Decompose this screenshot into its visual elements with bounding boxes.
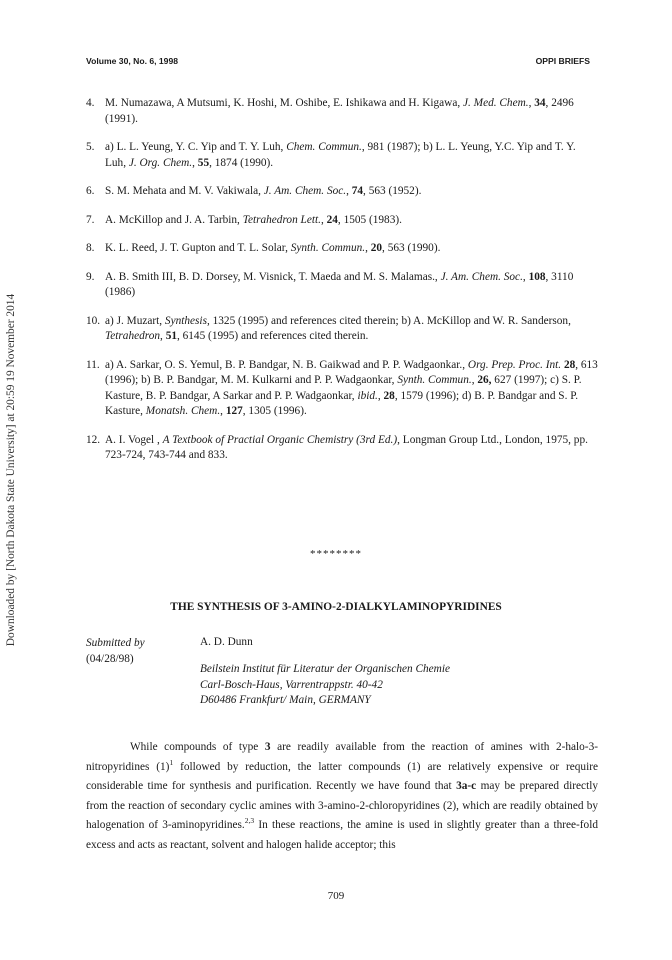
body-segment: 3a-c — [456, 780, 477, 793]
reference-item — [86, 96, 598, 127]
references.1.parts-segment: , — [192, 156, 198, 169]
references.3.parts-segment: , 1505 (1983). — [337, 213, 402, 226]
references.2.parts-segment: 74 — [351, 185, 364, 197]
reference-text — [105, 97, 574, 125]
references.7.parts-segment: Synth. Commun. — [397, 374, 472, 386]
reference-text — [105, 271, 573, 299]
references.2.parts-segment: J. Am. Chem. Soc. — [263, 185, 347, 197]
references.6.parts-segment: Synthesis, — [164, 314, 210, 327]
references.7.parts-segment: 28 — [383, 389, 395, 402]
references.3.parts-segment: A. McKillop and J. A. Tarbin, — [105, 213, 243, 226]
section-separator: ******** — [310, 548, 362, 560]
article-body — [86, 738, 598, 856]
reference-item — [86, 213, 598, 229]
reference-text — [105, 315, 571, 343]
reference-text — [105, 214, 402, 226]
references.7.parts-segment: ibid. — [357, 389, 378, 402]
references.3.parts-segment: Tetrahedron Lett. — [242, 213, 321, 226]
references.7.parts-segment: , — [377, 389, 384, 402]
references.3.parts-segment: 24 — [326, 213, 338, 226]
references.8.parts-segment: , Longman Group Ltd., London, 1975, pp. 723-724, 743-744 and 833. — [105, 433, 588, 461]
reference-item — [86, 241, 598, 257]
references.0.parts-segment: 34 — [534, 97, 546, 109]
references.7.parts-segment: 28 — [563, 358, 576, 371]
references.2.parts-segment: , 563 (1952). — [363, 185, 422, 197]
journal-section: OPPI BRIEFS — [535, 56, 590, 66]
reference-number: 7. — [86, 213, 95, 226]
references.4.parts-segment: K. L. Reed, J. T. Gupton and T. L. Solar, — [105, 242, 291, 254]
references.5.parts-segment: , 3110 (1986) — [105, 270, 574, 298]
affiliation-line: D60486 Frankfurt/ Main, GERMANY — [200, 694, 371, 706]
references.1.parts-segment: Chem. Commun. — [286, 141, 362, 153]
journal-volume: Volume 30, No. 6, 1998 — [86, 56, 179, 66]
references.3.parts-segment: , — [320, 213, 327, 226]
affiliation-line: Carl-Bosch-Haus, Varrentrappstr. 40-42 — [200, 678, 383, 691]
page-number: 709 — [327, 890, 345, 902]
references.6.parts-segment: 51 — [165, 330, 177, 342]
download-watermark-text: Downloaded by [North Dakota State University] at 20:59 19 November 2014 — [5, 293, 17, 647]
affiliation-line: Beilstein Institut für Literatur der Organischen Chemie — [200, 663, 450, 675]
reference-item — [86, 358, 598, 420]
references.1.parts-segment: J. Org. Chem. — [128, 156, 193, 169]
references.0.parts-segment: J. Med. Chem. — [463, 97, 529, 109]
body-segment: In these reactions, the amine is used in slightly greater than a three-fold excess and acts as reactant, solvent and halogen halide acceptor; this — [86, 819, 598, 851]
body-segment: 3 — [264, 741, 271, 753]
reference-text — [105, 359, 598, 418]
article-title: THE SYNTHESIS OF 3-AMINO-2-DIALKYLAMINOPYRIDINES — [170, 601, 502, 613]
references.2.parts-segment: S. M. Mehata and M. V. Vakiwala, — [105, 185, 264, 197]
body-segment: 2,3 — [244, 816, 255, 826]
body-segment: While compounds of type — [130, 741, 265, 753]
reference-number: 6. — [86, 185, 95, 197]
references.1.parts-segment: , 1874 (1990). — [209, 156, 274, 169]
body-segment: 1 — [169, 757, 174, 767]
body-paragraph — [86, 738, 598, 856]
reference-item — [86, 140, 598, 171]
references.5.parts-segment: 108 — [528, 270, 546, 283]
references.7.parts-segment: , 1305 (1996). — [242, 405, 307, 417]
references.7.parts-segment: , 1579 (1996); d) B. P. Bandgar and S. P. Kasture, — [105, 389, 579, 417]
references.4.parts-segment: , 563 (1990). — [382, 242, 441, 254]
references.1.parts-segment: 55 — [197, 156, 210, 169]
submitted-date: (04/28/98) — [86, 652, 134, 665]
reference-text — [105, 185, 421, 197]
body-segment: followed by reduction, the latter compounds (1) are relatively expensive or require considerable time for synthesis and purification. Recently we have found that — [86, 760, 598, 793]
references.1.parts-segment: a) L. L. Yeung, Y. C. Yip and T. Y. Luh, — [105, 141, 287, 153]
body-segment: are readily available from the reaction of amines with 2-halo-3-nitropyridines (1) — [86, 741, 598, 773]
reference-text — [105, 141, 576, 169]
submission-info — [86, 636, 145, 667]
references.1.parts-segment: , 981 (1987); b) L. L. Yeung, Y.C. Yip and T. Y. Luh, — [105, 141, 576, 169]
references.7.parts-segment: Org. Prep. Proc. Int. — [467, 358, 562, 371]
references.7.parts-segment: , — [471, 374, 478, 386]
reference-number: 4. — [86, 97, 95, 109]
references.7.parts-segment: 127 — [225, 405, 243, 417]
reference-number: 9. — [86, 270, 95, 283]
reference-text — [105, 434, 588, 462]
reference-item — [86, 270, 598, 301]
references.5.parts-segment: A. B. Smith III, B. D. Dorsey, M. Visnick, T. Maeda and M. S. Malamas., — [105, 270, 441, 283]
references.5.parts-segment: J. Am. Chem. Soc. — [440, 270, 523, 283]
reference-number: 11. — [86, 358, 100, 371]
reference-item — [86, 314, 598, 345]
reference-item — [86, 433, 598, 464]
references.7.parts-segment: a) A. Sarkar, O. S. Yemul, B. P. Bandgar, N. B. Gaikwad and P. P. Wadgaonkar., — [105, 358, 468, 371]
reference-item — [86, 184, 598, 200]
references.0.parts-segment: , — [528, 97, 535, 109]
reference-number: 8. — [86, 242, 95, 254]
references.4.parts-segment: 20 — [370, 242, 383, 254]
references.5.parts-segment: , — [522, 270, 529, 283]
author-name: A. D. Dunn — [200, 636, 253, 648]
references.7.parts-segment: 627 (1997); c) S. P. Kasture, B. P. Bandgar, A Sarkar and P. P. Wadgaonkar, — [105, 374, 582, 402]
submitted-label: Submitted by — [86, 637, 145, 649]
references.0.parts-segment: M. Numazawa, A Mutsumi, K. Hoshi, M. Oshibe, E. Ishikawa and H. Kigawa, — [105, 97, 464, 109]
reference-number: 12. — [86, 433, 101, 446]
author-affiliation — [200, 662, 450, 709]
reference-text — [105, 242, 440, 254]
body-segment: may be prepared directly from the reaction of secondary cyclic amines with 3-amino-2-chloropyridines (2), which are readily obtained by halogenation of 3-aminopyridines. — [86, 780, 598, 832]
reference-number: 5. — [86, 141, 95, 153]
references.2.parts-segment: , — [346, 185, 352, 197]
references.6.parts-segment: a) J. Muzart, — [105, 314, 165, 327]
references.6.parts-segment: , 6145 (1995) and references cited therein. — [176, 330, 369, 342]
references.6.parts-segment: , — [160, 330, 166, 342]
references.8.parts-segment: A Textbook of Practial Organic Chemistry (3rd Ed.) — [162, 433, 398, 446]
references.6.parts-segment: Tetrahedron — [105, 330, 161, 342]
references.7.parts-segment: 26, — [477, 374, 492, 386]
reference-list — [86, 96, 598, 477]
references.7.parts-segment: , — [220, 405, 226, 417]
references.7.parts-segment: , 613 (1996); b) B. P. Bandgar, M. M. Kulkarni and P. P. Wadgaonkar, — [105, 358, 598, 386]
references.6.parts-segment: 1325 (1995) and references cited therein; b) A. McKillop and W. R. Sanderson, — [209, 314, 571, 327]
references.4.parts-segment: , — [365, 242, 371, 254]
references.0.parts-segment: , 2496 (1991). — [105, 97, 574, 125]
references.8.parts-segment: A. I. Vogel , — [105, 433, 163, 446]
references.4.parts-segment: Synth. Commun. — [290, 242, 366, 254]
reference-number: 10. — [86, 314, 101, 327]
references.7.parts-segment: Monatsh. Chem. — [145, 405, 221, 417]
download-watermark — [0, 250, 22, 690]
